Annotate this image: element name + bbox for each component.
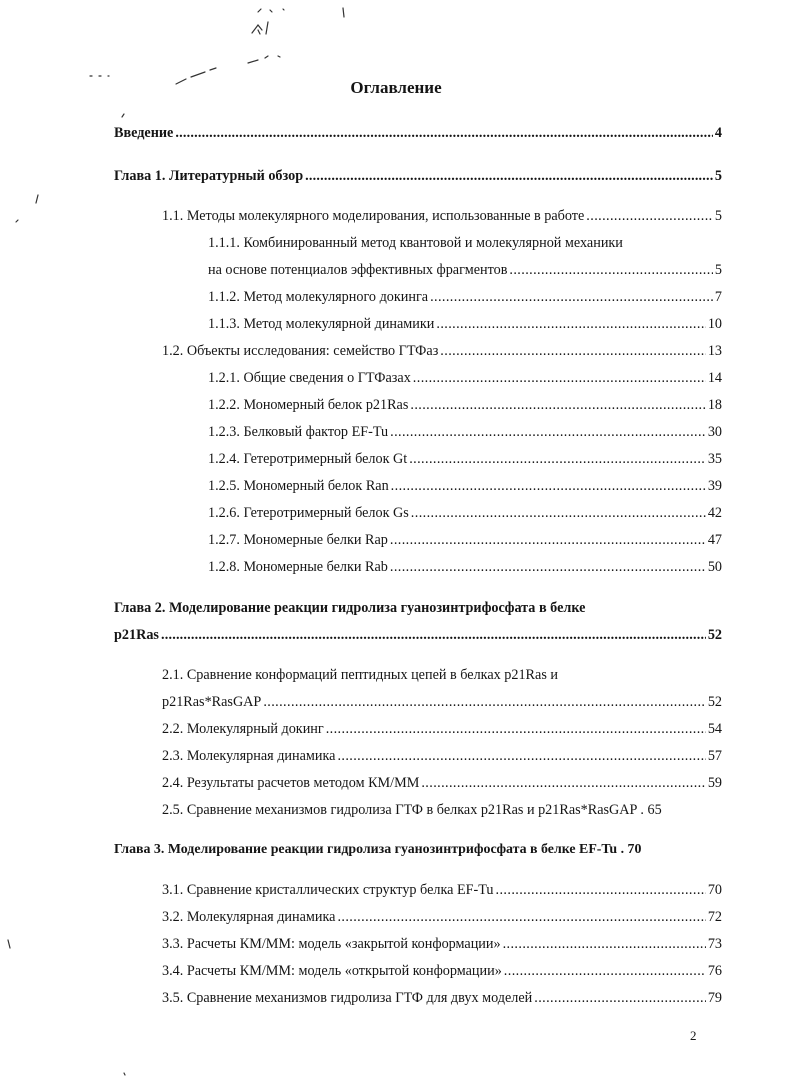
toc-entry-page: 5 [714, 262, 722, 278]
toc-entry-text: 3.3. Расчеты КМ/ММ: модель «закрытой конформации» [162, 936, 501, 952]
leader-dots [391, 478, 706, 494]
toc-entry-page: 7 [714, 289, 722, 305]
toc-entry-2-4[interactable] [162, 775, 722, 797]
toc-entry-page: 13 [707, 343, 722, 359]
toc-entry-text: Глава 1. Литературный обзор [114, 168, 304, 184]
toc-entry-page: 4 [714, 125, 722, 141]
toc-entry-chapter-2[interactable] [114, 627, 722, 649]
toc-entry-page: 79 [707, 990, 722, 1006]
toc-entry-1-2-2[interactable] [208, 397, 722, 419]
leader-dots [496, 882, 706, 898]
toc-entry-1-2-4[interactable] [208, 451, 722, 473]
toc-entry-1-2-3[interactable] [208, 424, 722, 446]
toc-entry-text: 1.1.3. Метод молекулярной динамики [208, 316, 435, 332]
toc-entry-chapter-2-line1[interactable]: Глава 2. Моделирование реакции гидролиза гуанозинтрифосфата в белке [114, 600, 586, 616]
toc-entry-text: 3.5. Сравнение механизмов гидролиза ГТФ для двух моделей [162, 990, 533, 1006]
toc-entry-text: 1.2.3. Белковый фактор EF-Tu [208, 424, 389, 440]
leader-dots [440, 343, 706, 359]
leader-dots [161, 627, 706, 643]
toc-entry-2-1-line1[interactable]: 2.1. Сравнение конформаций пептидных цепей в белках p21Ras и [162, 667, 558, 683]
toc-entry-page: 70 [707, 882, 722, 898]
toc-entry-3-3[interactable] [162, 936, 722, 958]
toc-entry-page: 54 [707, 721, 722, 737]
toc-entry-text: 1.2. Объекты исследования: семейство ГТФаз [162, 343, 439, 359]
toc-entry-text: 2.3. Молекулярная динамика [162, 748, 336, 764]
toc-entry-chapter-3[interactable]: Глава 3. Моделирование реакции гидролиза гуанозинтрифосфата в белке EF-Tu . 70 [114, 842, 642, 857]
leader-dots [337, 748, 705, 764]
leader-dots [413, 370, 706, 386]
leader-dots [409, 451, 706, 467]
toc-entry-page: 42 [707, 505, 722, 521]
leader-dots [390, 424, 706, 440]
toc-entry-2-1[interactable] [162, 694, 722, 716]
toc-entry-3-2[interactable] [162, 909, 722, 931]
toc-entry-text: 1.2.1. Общие сведения о ГТФазах [208, 370, 411, 386]
leader-dots [263, 694, 705, 710]
toc-entry-3-4[interactable] [162, 963, 722, 985]
toc-entry-page: 14 [707, 370, 722, 386]
toc-entry-text: p21Ras*RasGAP [162, 694, 262, 710]
leader-dots [504, 963, 706, 979]
leader-dots [430, 289, 713, 305]
toc-entry-page: 73 [707, 936, 722, 952]
toc-entry-text: 2.4. Результаты расчетов методом КМ/ММ [162, 775, 420, 791]
toc-entry-page: 57 [707, 748, 722, 764]
leader-dots [509, 262, 713, 278]
leader-dots [326, 721, 706, 737]
toc-entry-1-2[interactable] [162, 343, 722, 365]
toc-entry-text: 1.1.2. Метод молекулярного докинга [208, 289, 429, 305]
leader-dots [421, 775, 705, 791]
toc-entry-1-2-8[interactable] [208, 559, 722, 581]
toc-entry-3-1[interactable] [162, 882, 722, 904]
toc-entry-page: 59 [707, 775, 722, 791]
toc-entry-intro[interactable] [114, 125, 722, 147]
toc-entry-text: Введение [114, 125, 174, 141]
toc-entry-page: 52 [707, 694, 722, 710]
toc-entry-1-2-1[interactable] [208, 370, 722, 392]
toc-entry-1-1-3[interactable] [208, 316, 722, 338]
leader-dots [305, 168, 713, 184]
leader-dots [390, 532, 706, 548]
toc-entry-1-1-1-line1[interactable]: 1.1.1. Комбинированный метод квантовой и молекулярной механики [208, 235, 623, 251]
toc-entry-2-5[interactable]: 2.5. Сравнение механизмов гидролиза ГТФ в белках p21Ras и p21Ras*RasGAP . 65 [162, 802, 662, 818]
leader-dots [175, 125, 713, 141]
toc-entry-text: 1.2.2. Мономерный белок p21Ras [208, 397, 409, 413]
page-number: 2 [690, 1028, 697, 1043]
toc-entry-2-3[interactable] [162, 748, 722, 770]
leader-dots [534, 990, 706, 1006]
toc-entry-1-2-6[interactable] [208, 505, 722, 527]
toc-entry-1-1-2[interactable] [208, 289, 722, 311]
toc-entry-1-2-7[interactable] [208, 532, 722, 554]
toc-entry-text: p21Ras [114, 627, 159, 643]
leader-dots [436, 316, 705, 332]
leader-dots [503, 936, 706, 952]
toc-entry-page: 10 [707, 316, 722, 332]
toc-entry-page: 76 [707, 963, 722, 979]
toc-entry-text: 3.1. Сравнение кристаллических структур белка EF-Tu [162, 882, 494, 898]
toc-entry-1-1-1[interactable] [208, 262, 722, 284]
leader-dots [586, 208, 713, 224]
toc-entry-text: 2.2. Молекулярный докинг [162, 721, 324, 737]
toc-entry-text: 1.2.4. Гетеротримерный белок Gt [208, 451, 408, 467]
toc-entry-chapter-1[interactable] [114, 168, 722, 190]
leader-dots [411, 505, 706, 521]
toc-entry-1-1[interactable] [162, 208, 722, 230]
toc-entry-page: 5 [714, 208, 722, 224]
toc-entry-text: 1.1. Методы молекулярного моделирования, использованные в работе [162, 208, 585, 224]
toc-entry-page: 18 [707, 397, 722, 413]
toc-entry-text: 3.4. Расчеты КМ/ММ: модель «открытой конформации» [162, 963, 502, 979]
toc-entry-page: 30 [707, 424, 722, 440]
leader-dots [390, 559, 706, 575]
toc-entry-page: 39 [707, 478, 722, 494]
toc-entry-text: 1.2.7. Мономерные белки Rap [208, 532, 388, 548]
toc-entry-page: 47 [707, 532, 722, 548]
toc-entry-page: 5 [714, 168, 722, 184]
toc-entry-text: 1.2.8. Мономерные белки Rab [208, 559, 388, 575]
toc-entry-text: 3.2. Молекулярная динамика [162, 909, 336, 925]
toc-entry-3-5[interactable] [162, 990, 722, 1012]
toc-entry-text: на основе потенциалов эффективных фрагментов [208, 262, 508, 278]
toc-entry-text: 1.2.5. Мономерный белок Ran [208, 478, 389, 494]
toc-entry-page: 50 [707, 559, 722, 575]
toc-entry-page: 72 [707, 909, 722, 925]
toc-entry-page: 35 [707, 451, 722, 467]
toc-entry-text: 1.2.6. Гетеротримерный белок Gs [208, 505, 409, 521]
leader-dots [410, 397, 705, 413]
leader-dots [337, 909, 705, 925]
toc-entry-1-2-5[interactable] [208, 478, 722, 500]
toc-entry-page: 52 [707, 627, 722, 643]
toc-entry-2-2[interactable] [162, 721, 722, 743]
toc-title: Оглавление [350, 78, 442, 97]
